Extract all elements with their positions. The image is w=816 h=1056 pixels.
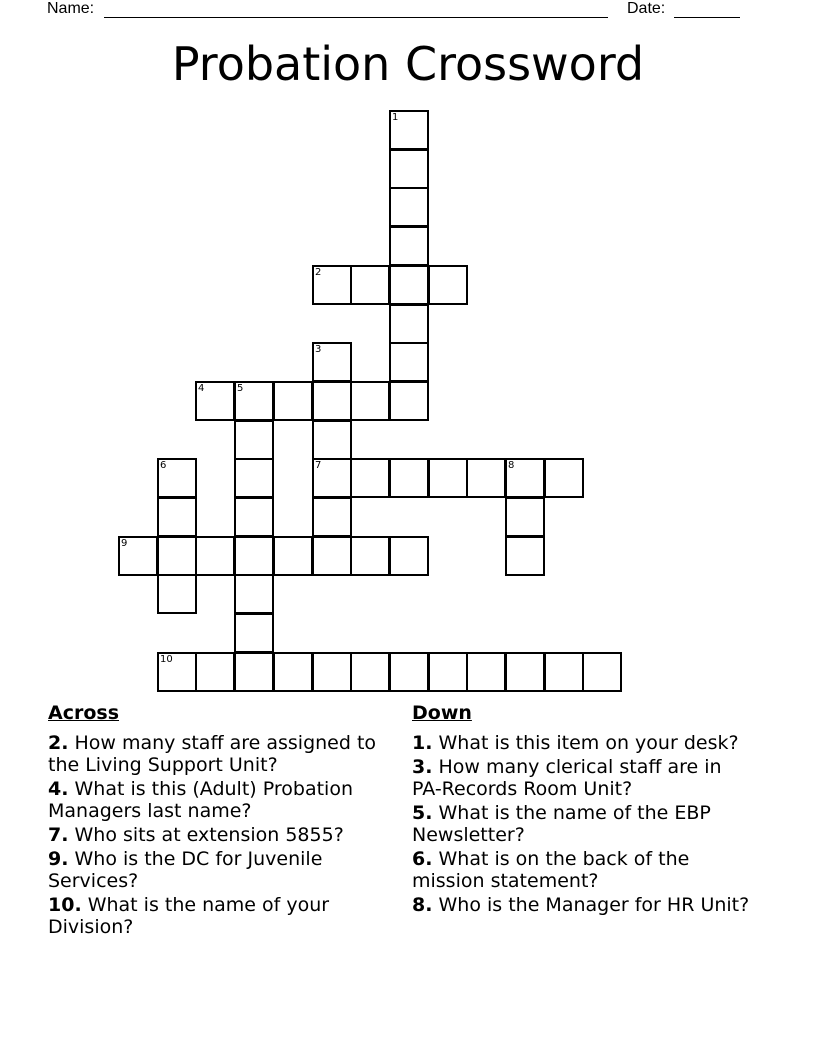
down-clue-list — [412, 732, 752, 916]
clue-number: 9. — [48, 848, 69, 870]
crossword-cell[interactable] — [389, 110, 429, 150]
crossword-cell[interactable] — [350, 652, 390, 692]
cell-number: 2 — [315, 267, 322, 278]
crossword-cell[interactable] — [273, 536, 313, 576]
crossword-cell[interactable] — [505, 497, 545, 537]
crossword-cell[interactable] — [157, 458, 197, 498]
crossword-cell[interactable] — [234, 497, 274, 537]
across-heading: Across — [48, 702, 120, 724]
crossword-cell[interactable] — [312, 497, 352, 537]
clue-text: Who is the DC for Juvenile Services? — [48, 848, 323, 892]
crossword-cell[interactable] — [312, 420, 352, 460]
crossword-cell[interactable] — [157, 536, 197, 576]
crossword-cell[interactable] — [389, 226, 429, 266]
name-label: Name: — [47, 0, 95, 17]
crossword-cell[interactable] — [505, 458, 545, 498]
clue-number: 10. — [48, 894, 82, 916]
crossword-cell[interactable] — [118, 536, 158, 576]
down-clue — [412, 894, 752, 916]
clue-text: How many staff are assigned to the Living Support Unit? — [48, 732, 377, 776]
down-clue — [412, 802, 752, 846]
down-clue — [412, 848, 752, 892]
down-clue — [412, 756, 752, 800]
crossword-cell[interactable] — [350, 381, 390, 421]
clue-text: What is on the back of the mission statement? — [412, 848, 690, 892]
clue-number: 3. — [412, 756, 433, 778]
crossword-cell[interactable] — [234, 652, 274, 692]
crossword-cell[interactable] — [389, 536, 429, 576]
crossword-cell[interactable] — [389, 265, 429, 305]
clue-number: 6. — [412, 848, 433, 870]
crossword-cell[interactable] — [157, 574, 197, 614]
crossword-cell[interactable] — [505, 652, 545, 692]
crossword-cell[interactable] — [389, 149, 429, 189]
crossword-cell[interactable] — [350, 536, 390, 576]
across-clues — [48, 702, 398, 940]
crossword-cell[interactable] — [195, 381, 235, 421]
cell-number: 5 — [237, 383, 244, 394]
crossword-cell[interactable] — [312, 536, 352, 576]
crossword-cell[interactable] — [582, 652, 622, 692]
clue-number: 4. — [48, 778, 69, 800]
clue-text: What is the name of the EBP Newsletter? — [412, 802, 711, 846]
across-clue — [48, 732, 398, 776]
clue-text: How many clerical staff are in PA-Records Room Unit? — [412, 756, 722, 800]
crossword-cell[interactable] — [505, 536, 545, 576]
crossword-cell[interactable] — [312, 265, 352, 305]
across-clue — [48, 894, 398, 938]
down-heading: Down — [412, 702, 472, 724]
cell-number: 1 — [392, 112, 399, 123]
date-label: Date: — [627, 0, 666, 17]
crossword-cell[interactable] — [350, 265, 390, 305]
crossword-cell[interactable] — [312, 652, 352, 692]
crossword-cell[interactable] — [312, 342, 352, 382]
across-clue — [48, 778, 398, 822]
crossword-cell[interactable] — [234, 613, 274, 653]
crossword-cell[interactable] — [389, 458, 429, 498]
cell-number: 3 — [315, 344, 322, 355]
page-title: Probation Crossword — [171, 37, 645, 91]
crossword-cell[interactable] — [195, 652, 235, 692]
crossword-cell[interactable] — [234, 420, 274, 460]
clue-number: 8. — [412, 894, 433, 916]
crossword-cell[interactable] — [234, 458, 274, 498]
down-clue — [412, 732, 752, 754]
crossword-cell[interactable] — [234, 536, 274, 576]
clue-text: Who is the Manager for HR Unit? — [432, 894, 750, 916]
crossword-cell[interactable] — [544, 652, 584, 692]
clue-text: What is this (Adult) Probation Managers last name? — [48, 778, 353, 822]
across-clue — [48, 824, 398, 846]
crossword-cell[interactable] — [273, 381, 313, 421]
cell-number: 9 — [121, 538, 128, 549]
crossword-cell[interactable] — [389, 381, 429, 421]
across-clue-list — [48, 732, 398, 938]
crossword-cell[interactable] — [428, 458, 468, 498]
clue-text: What is the name of your Division? — [48, 894, 330, 938]
crossword-cell[interactable] — [312, 458, 352, 498]
crossword-cell[interactable] — [428, 652, 468, 692]
crossword-cell[interactable] — [389, 652, 429, 692]
crossword-cell[interactable] — [544, 458, 584, 498]
crossword-cell[interactable] — [312, 381, 352, 421]
clue-number: 5. — [412, 802, 433, 824]
crossword-cell[interactable] — [428, 265, 468, 305]
down-clues — [412, 702, 752, 918]
clue-number: 1. — [412, 732, 433, 754]
crossword-cell[interactable] — [195, 536, 235, 576]
cell-number: 4 — [198, 383, 205, 394]
clue-number: 2. — [48, 732, 69, 754]
cell-number: 7 — [315, 460, 322, 471]
clue-text: What is this item on your desk? — [432, 732, 739, 754]
crossword-cell[interactable] — [234, 574, 274, 614]
clue-number: 7. — [48, 824, 69, 846]
cell-number: 6 — [160, 460, 167, 471]
clue-text: Who sits at extension 5855? — [68, 824, 344, 846]
crossword-cell[interactable] — [466, 652, 506, 692]
crossword-cell[interactable] — [157, 652, 197, 692]
crossword-cell[interactable] — [350, 458, 390, 498]
across-clue — [48, 848, 398, 892]
crossword-cell[interactable] — [389, 187, 429, 227]
crossword-cell[interactable] — [466, 458, 506, 498]
cell-number: 8 — [508, 460, 515, 471]
crossword-cell[interactable] — [273, 652, 313, 692]
crossword-cell[interactable] — [389, 304, 429, 344]
crossword-cell[interactable] — [389, 342, 429, 382]
cell-number: 10 — [160, 654, 173, 665]
crossword-cell[interactable] — [157, 497, 197, 537]
crossword-cell[interactable] — [234, 381, 274, 421]
